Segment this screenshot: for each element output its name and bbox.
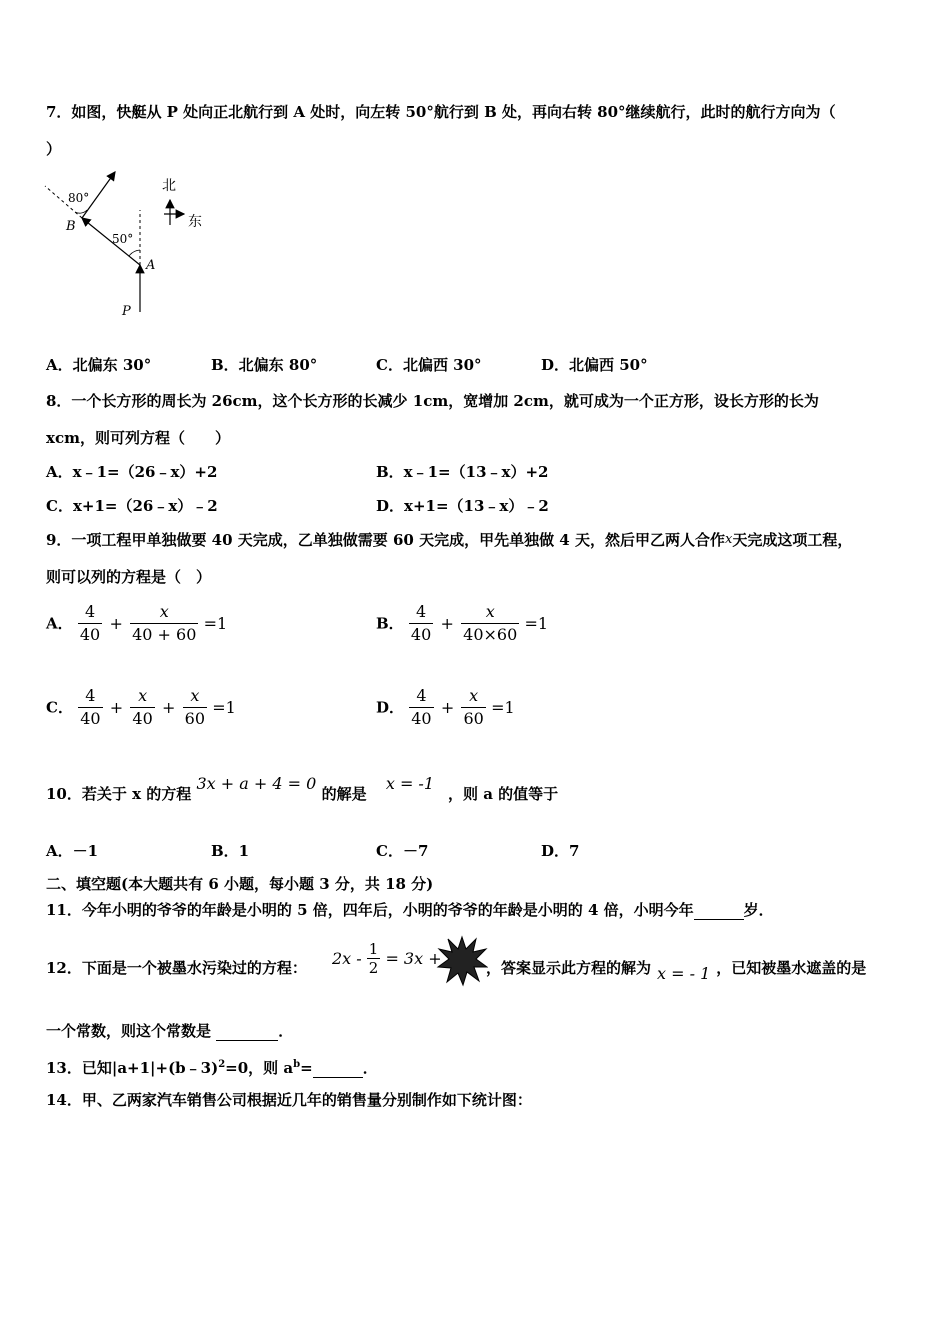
q9-stem-part2: 天完成这项工程， [732,531,853,549]
q9-d-frac2: $\frac{x}{60}$ [463,686,484,728]
q11-stem [46,900,774,920]
angle-label-80: 80° [68,191,90,205]
q12-equation [332,940,442,977]
q9-b-plus: + [440,613,454,633]
q14-stem: 14．甲、乙两家汽车销售公司根据近几年的销售量分别制作如下统计图： [46,1091,532,1109]
q13-end: ． [362,1059,378,1077]
q8-option-d[interactable]: D．x+1=（13﹣x）﹣2 [376,497,549,515]
q8-option-a[interactable]: A．x﹣1=（26﹣x）+2 [46,463,218,481]
q9-c-frac3: $\frac{x}{60}$ [184,686,206,728]
q9-option-c-label: C． [46,698,73,717]
q12-prefix: 12．下面是一个被墨水污染过的方程： [46,959,307,977]
q12-frac: $\frac{1}{2}$ [368,940,379,977]
q9-option-a[interactable] [46,601,227,646]
q13-sup-2: 2 [218,1059,226,1070]
q9-c-frac1: $\frac{4}{40}$ [80,686,101,728]
q12-rhs: = 3x + [385,949,442,968]
q10-prefix: 10．若关于 x 的方程 [46,785,192,803]
q12-line2-end: ． [278,1022,294,1040]
compass-label-east: 东 [188,214,202,230]
q9-d-frac1: $\frac{4}{40}$ [411,686,432,728]
q10-option-a[interactable]: A．－1 [46,842,99,860]
q9-c-frac2: $\frac{x}{40}$ [132,686,153,728]
q11-suffix: 岁． [743,901,774,919]
q8-stem-line1: 8．一个长方形的周长为 26cm，这个长方形的长减少 1cm，宽增加 2cm，就可成为一个正方形，设长方形的长为 [46,392,819,410]
q10-option-d[interactable]: D．7 [541,842,580,860]
section-2-heading: 二、填空题(本大题共有 6 小题，每小题 3 分，共 18 分) [46,875,434,893]
q7-stem-line2: ） [46,140,62,158]
q9-var-x: x [724,532,733,547]
q9-option-d[interactable] [376,685,515,730]
q11-text: 11．今年小明的爷爷的年龄是小明的 5 倍，四年后，小明的爷爷的年龄是小明的 4 倍，小明今年 [46,901,694,919]
q9-c-plus2: + [162,697,176,717]
q12-line2: 一个常数，则这个常数是 [46,1022,212,1040]
q9-b-frac1: $\frac{4}{40}$ [410,602,432,644]
q7-navigation-figure [40,170,220,329]
q9-b-eq: =1 [524,613,549,633]
q9-stem-line2: 则可以列的方程是（ ） [46,568,212,586]
q12-answer-blank[interactable] [216,1024,278,1041]
navigation-diagram [40,170,220,325]
q9-d-eq: =1 [491,697,515,717]
q9-option-b-label: B． [376,614,404,633]
q13-mid2: = [300,1059,313,1077]
q13-prefix: 13．已知|a+1|+(b﹣3) [46,1059,219,1077]
q9-a-eq: =1 [203,613,228,633]
q9-option-d-label: D． [376,698,405,717]
q9-option-c[interactable] [46,685,236,730]
q13-stem [46,1055,378,1078]
q10-suffix: ，则 a 的值等于 [448,785,559,803]
q10-option-c[interactable]: C．－7 [376,842,429,860]
q8-option-b[interactable]: B．x﹣1=（13﹣x）+2 [376,463,549,481]
q12-lhs: 2x - [332,949,362,968]
q12-solution: x = - 1 [657,964,711,983]
q9-a-frac2: $\frac{x}{40 + 60}$ [132,602,197,644]
q10-stem [46,774,559,804]
point-label-b: B [66,219,76,234]
q10-option-b[interactable]: B．1 [211,842,250,860]
q10-equation: 3x + a + 4 = 0 [196,774,317,793]
point-label-a: A [146,258,156,273]
q13-mid: =0，则 a [225,1059,294,1077]
q12-stem-continued [486,958,867,983]
q7-option-c[interactable]: C．北偏西 30° [376,356,482,374]
q9-stem-part1: 9．一项工程甲单独做要 40 天完成，乙单独做需要 60 天完成，甲先单独做 4 天，然后甲乙两人合作 [46,531,725,549]
angle-label-50: 50° [112,232,134,246]
ink-blot-icon [436,935,488,991]
q9-d-plus: + [440,697,455,717]
q7-option-d[interactable]: D．北偏西 50° [541,356,648,374]
q13-sup-b: b [293,1059,301,1070]
q7-option-b[interactable]: B．北偏东 80° [211,356,318,374]
q12-suffix: ，已知被墨水遮盖的是 [716,959,867,977]
q11-answer-blank[interactable] [694,903,744,920]
q9-stem-line1 [46,530,852,550]
compass-label-north: 北 [162,178,176,194]
q10-middle: 的解是 [321,785,367,803]
q10-solution: x = -1 [385,774,435,793]
q9-a-frac1: $\frac{4}{40}$ [79,602,101,644]
q12-stem [46,958,307,978]
q12-middle: ，答案显示此方程的解为 [486,959,652,977]
q8-stem-line2: xcm，则可列方程（ ） [46,429,230,447]
q9-a-plus: + [109,613,123,633]
q13-answer-blank[interactable] [313,1061,363,1078]
q9-option-b[interactable] [376,601,548,646]
q7-stem-line1: 7．如图，快艇从 P 处向正北航行到 A 处时，向左转 50°航行到 B 处，再向右转 80°继续航行，此时的航行方向为（ [46,103,836,121]
q9-c-plus1: + [109,697,124,717]
q7-option-a[interactable]: A．北偏东 30° [46,356,152,374]
q8-option-c[interactable]: C．x+1=（26﹣x）﹣2 [46,497,218,515]
q9-c-eq: =1 [212,697,236,717]
point-label-p: P [122,304,131,319]
q9-option-a-label: A． [46,614,73,633]
q9-b-frac2: $\frac{x}{40\times 60}$ [463,602,518,644]
q12-stem-line2 [46,1021,293,1041]
